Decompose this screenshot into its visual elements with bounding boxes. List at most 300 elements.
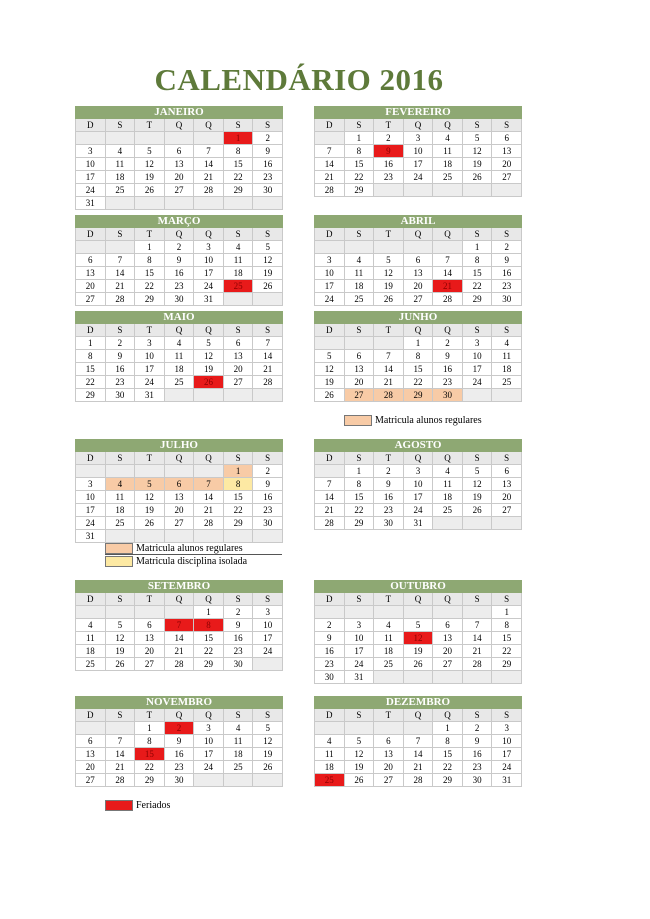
empty-cell bbox=[223, 197, 253, 210]
day-cell: 30 bbox=[253, 184, 283, 197]
day-cell: 20 bbox=[344, 376, 374, 389]
week-row bbox=[315, 171, 522, 184]
day-cell: 30 bbox=[164, 774, 194, 787]
day-cell: 3 bbox=[492, 722, 522, 735]
day-cell: 23 bbox=[315, 658, 345, 671]
month-february bbox=[314, 106, 522, 197]
weekday-label: S bbox=[105, 119, 135, 132]
day-cell: 6 bbox=[492, 465, 522, 478]
empty-cell bbox=[253, 293, 283, 306]
empty-cell bbox=[374, 671, 404, 684]
day-cell: 17 bbox=[135, 363, 165, 376]
day-cell: 2 bbox=[315, 619, 345, 632]
weekday-label: T bbox=[374, 228, 404, 241]
day-cell: 13 bbox=[492, 145, 522, 158]
weekday-label: Q bbox=[164, 228, 194, 241]
day-cell: 9 bbox=[253, 478, 283, 491]
day-cell: 25 bbox=[433, 504, 463, 517]
week-row bbox=[315, 632, 522, 645]
day-cell: 13 bbox=[344, 363, 374, 376]
day-cell: 3 bbox=[253, 606, 283, 619]
day-cell: 22 bbox=[135, 280, 165, 293]
day-cell: 26 bbox=[253, 761, 283, 774]
day-cell: 12 bbox=[344, 748, 374, 761]
weekday-label: S bbox=[253, 119, 283, 132]
weekday-label: T bbox=[135, 593, 165, 606]
week-row bbox=[315, 504, 522, 517]
day-cell: 13 bbox=[374, 748, 404, 761]
day-cell: 14 bbox=[403, 748, 433, 761]
weekday-label: T bbox=[374, 324, 404, 337]
empty-cell bbox=[76, 241, 106, 254]
day-cell: 4 bbox=[492, 337, 522, 350]
empty-cell bbox=[403, 722, 433, 735]
day-cell: 13 bbox=[76, 267, 106, 280]
week-row bbox=[315, 241, 522, 254]
day-cell: 26 bbox=[403, 658, 433, 671]
month-grid bbox=[75, 452, 283, 543]
day-cell: 11 bbox=[374, 632, 404, 645]
empty-cell bbox=[374, 337, 404, 350]
week-row bbox=[76, 197, 283, 210]
legend-label: Matricula alunos regulares bbox=[136, 542, 243, 554]
day-cell: 19 bbox=[253, 267, 283, 280]
week-row bbox=[76, 158, 283, 171]
empty-cell bbox=[164, 530, 194, 543]
weekday-label: D bbox=[315, 119, 345, 132]
weekday-label: S bbox=[492, 228, 522, 241]
weekday-label: S bbox=[344, 452, 374, 465]
day-cell: 5 bbox=[135, 478, 165, 491]
day-cell: 9 bbox=[223, 619, 253, 632]
weekday-label: S bbox=[462, 324, 492, 337]
day-cell: 24 bbox=[492, 761, 522, 774]
week-row bbox=[76, 735, 283, 748]
weekday-label: D bbox=[315, 593, 345, 606]
day-cell: 5 bbox=[105, 619, 135, 632]
day-cell: 25 bbox=[105, 184, 135, 197]
empty-cell bbox=[135, 197, 165, 210]
day-cell: 2 bbox=[253, 132, 283, 145]
day-cell: 14 bbox=[105, 267, 135, 280]
day-cell: 5 bbox=[315, 350, 345, 363]
weekday-label: S bbox=[344, 593, 374, 606]
day-cell: 8 bbox=[344, 478, 374, 491]
day-cell: 14 bbox=[433, 267, 463, 280]
day-cell: 10 bbox=[403, 478, 433, 491]
empty-cell bbox=[315, 465, 345, 478]
day-cell: 21 bbox=[105, 761, 135, 774]
weekday-label: S bbox=[105, 709, 135, 722]
day-cell: 5 bbox=[403, 619, 433, 632]
empty-cell bbox=[135, 132, 165, 145]
day-cell: 20 bbox=[76, 761, 106, 774]
day-cell: 13 bbox=[223, 350, 253, 363]
day-cell: 1 bbox=[223, 132, 253, 145]
day-cell: 25 bbox=[223, 761, 253, 774]
day-cell: 28 bbox=[164, 658, 194, 671]
day-cell: 14 bbox=[374, 363, 404, 376]
legend-row-regular bbox=[105, 542, 282, 555]
day-cell: 3 bbox=[344, 619, 374, 632]
day-cell: 4 bbox=[433, 465, 463, 478]
day-cell: 29 bbox=[433, 774, 463, 787]
day-cell: 3 bbox=[403, 465, 433, 478]
empty-cell bbox=[492, 671, 522, 684]
day-cell: 17 bbox=[253, 632, 283, 645]
week-row bbox=[76, 293, 283, 306]
day-cell: 16 bbox=[433, 363, 463, 376]
empty-cell bbox=[105, 241, 135, 254]
day-cell: 25 bbox=[76, 658, 106, 671]
day-cell: 8 bbox=[433, 735, 463, 748]
day-cell: 19 bbox=[135, 504, 165, 517]
empty-cell bbox=[194, 465, 224, 478]
day-cell: 13 bbox=[76, 748, 106, 761]
weekday-row bbox=[315, 119, 522, 132]
day-cell: 2 bbox=[105, 337, 135, 350]
week-row bbox=[76, 184, 283, 197]
day-cell: 15 bbox=[194, 632, 224, 645]
empty-cell bbox=[492, 184, 522, 197]
month-grid bbox=[75, 593, 283, 671]
day-cell: 29 bbox=[223, 184, 253, 197]
weekday-label: S bbox=[462, 709, 492, 722]
day-cell: 27 bbox=[403, 293, 433, 306]
day-cell: 26 bbox=[462, 171, 492, 184]
empty-cell bbox=[223, 389, 253, 402]
day-cell: 13 bbox=[135, 632, 165, 645]
day-cell: 22 bbox=[492, 645, 522, 658]
weekday-label: S bbox=[462, 119, 492, 132]
day-cell: 19 bbox=[253, 748, 283, 761]
day-cell: 10 bbox=[492, 735, 522, 748]
day-cell: 2 bbox=[492, 241, 522, 254]
day-cell: 20 bbox=[164, 504, 194, 517]
day-cell: 4 bbox=[105, 145, 135, 158]
day-cell: 21 bbox=[374, 376, 404, 389]
day-cell: 23 bbox=[433, 376, 463, 389]
day-cell: 31 bbox=[403, 517, 433, 530]
weekday-label: D bbox=[76, 228, 106, 241]
day-cell: 17 bbox=[492, 748, 522, 761]
week-row bbox=[76, 132, 283, 145]
week-row bbox=[315, 184, 522, 197]
day-cell: 8 bbox=[76, 350, 106, 363]
day-cell: 11 bbox=[164, 350, 194, 363]
day-cell: 18 bbox=[105, 171, 135, 184]
day-cell: 21 bbox=[433, 280, 463, 293]
month-grid bbox=[314, 709, 522, 787]
weekday-row bbox=[315, 593, 522, 606]
day-cell: 9 bbox=[164, 735, 194, 748]
empty-cell bbox=[223, 774, 253, 787]
week-row bbox=[76, 363, 283, 376]
weekday-label: S bbox=[105, 228, 135, 241]
day-cell: 1 bbox=[344, 132, 374, 145]
month-grid bbox=[75, 119, 283, 210]
month-name: SETEMBRO bbox=[75, 580, 283, 593]
day-cell: 11 bbox=[76, 632, 106, 645]
empty-cell bbox=[462, 517, 492, 530]
empty-cell bbox=[76, 606, 106, 619]
weekday-label: S bbox=[344, 709, 374, 722]
weekday-label: S bbox=[253, 593, 283, 606]
day-cell: 6 bbox=[492, 132, 522, 145]
empty-cell bbox=[315, 606, 345, 619]
empty-cell bbox=[253, 774, 283, 787]
weekday-label: S bbox=[492, 324, 522, 337]
day-cell: 23 bbox=[105, 376, 135, 389]
week-row bbox=[76, 145, 283, 158]
empty-cell bbox=[223, 530, 253, 543]
month-grid bbox=[75, 228, 283, 306]
month-april bbox=[314, 215, 522, 306]
empty-cell bbox=[194, 389, 224, 402]
day-cell: 19 bbox=[462, 158, 492, 171]
day-cell: 3 bbox=[194, 241, 224, 254]
day-cell: 27 bbox=[374, 774, 404, 787]
empty-cell bbox=[164, 465, 194, 478]
empty-cell bbox=[164, 132, 194, 145]
week-row bbox=[76, 376, 283, 389]
empty-cell bbox=[194, 197, 224, 210]
day-cell: 25 bbox=[492, 376, 522, 389]
empty-cell bbox=[374, 606, 404, 619]
week-row bbox=[76, 491, 283, 504]
day-cell: 9 bbox=[315, 632, 345, 645]
weekday-label: T bbox=[135, 452, 165, 465]
day-cell: 20 bbox=[433, 645, 463, 658]
empty-cell bbox=[223, 293, 253, 306]
day-cell: 29 bbox=[223, 517, 253, 530]
weekday-label: S bbox=[253, 709, 283, 722]
day-cell: 18 bbox=[492, 363, 522, 376]
weekday-label: Q bbox=[164, 593, 194, 606]
weekday-label: Q bbox=[164, 324, 194, 337]
day-cell: 30 bbox=[315, 671, 345, 684]
weekday-label: S bbox=[492, 119, 522, 132]
weekday-label: Q bbox=[433, 119, 463, 132]
weekday-label: S bbox=[344, 119, 374, 132]
weekday-label: Q bbox=[403, 324, 433, 337]
month-grid bbox=[314, 228, 522, 306]
day-cell: 18 bbox=[105, 504, 135, 517]
day-cell: 24 bbox=[76, 184, 106, 197]
day-cell: 20 bbox=[492, 491, 522, 504]
day-cell: 21 bbox=[315, 171, 345, 184]
weekday-label: S bbox=[253, 452, 283, 465]
weekday-label: D bbox=[76, 119, 106, 132]
month-name: JULHO bbox=[75, 439, 283, 452]
day-cell: 12 bbox=[253, 254, 283, 267]
day-cell: 8 bbox=[403, 350, 433, 363]
day-cell: 15 bbox=[492, 632, 522, 645]
day-cell: 31 bbox=[135, 389, 165, 402]
month-march bbox=[75, 215, 283, 306]
week-row bbox=[76, 280, 283, 293]
empty-cell bbox=[164, 389, 194, 402]
day-cell: 27 bbox=[492, 504, 522, 517]
legend-holidays bbox=[105, 799, 170, 811]
empty-cell bbox=[253, 530, 283, 543]
day-cell: 12 bbox=[135, 491, 165, 504]
legend-swatch-regular bbox=[344, 415, 372, 426]
legend-row-regular bbox=[344, 414, 482, 426]
month-december bbox=[314, 696, 522, 787]
weekday-label: Q bbox=[403, 452, 433, 465]
day-cell: 21 bbox=[403, 761, 433, 774]
day-cell: 12 bbox=[403, 632, 433, 645]
day-cell: 21 bbox=[164, 645, 194, 658]
day-cell: 26 bbox=[344, 774, 374, 787]
day-cell: 2 bbox=[462, 722, 492, 735]
weekday-label: T bbox=[374, 452, 404, 465]
day-cell: 6 bbox=[403, 254, 433, 267]
day-cell: 23 bbox=[164, 761, 194, 774]
empty-cell bbox=[194, 530, 224, 543]
day-cell: 22 bbox=[76, 376, 106, 389]
day-cell: 13 bbox=[433, 632, 463, 645]
weekday-label: Q bbox=[433, 709, 463, 722]
day-cell: 19 bbox=[194, 363, 224, 376]
day-cell: 12 bbox=[135, 158, 165, 171]
weekday-label: S bbox=[462, 593, 492, 606]
day-cell: 25 bbox=[433, 171, 463, 184]
day-cell: 1 bbox=[194, 606, 224, 619]
week-row bbox=[315, 145, 522, 158]
legend-row-isolated bbox=[105, 555, 282, 567]
day-cell: 10 bbox=[76, 491, 106, 504]
day-cell: 28 bbox=[253, 376, 283, 389]
day-cell: 16 bbox=[253, 158, 283, 171]
day-cell: 16 bbox=[374, 158, 404, 171]
month-name: NOVEMBRO bbox=[75, 696, 283, 709]
day-cell: 29 bbox=[135, 293, 165, 306]
weekday-row bbox=[315, 228, 522, 241]
day-cell: 27 bbox=[344, 389, 374, 402]
week-row bbox=[315, 389, 522, 402]
day-cell: 30 bbox=[462, 774, 492, 787]
day-cell: 3 bbox=[194, 722, 224, 735]
day-cell: 29 bbox=[194, 658, 224, 671]
day-cell: 22 bbox=[223, 504, 253, 517]
legend-label: Matricula disciplina isolada bbox=[136, 555, 248, 567]
empty-cell bbox=[76, 465, 106, 478]
day-cell: 14 bbox=[194, 158, 224, 171]
day-cell: 18 bbox=[315, 761, 345, 774]
month-name: MAIO bbox=[75, 311, 283, 324]
day-cell: 7 bbox=[315, 145, 345, 158]
day-cell: 24 bbox=[194, 280, 224, 293]
day-cell: 19 bbox=[462, 491, 492, 504]
day-cell: 29 bbox=[403, 389, 433, 402]
day-cell: 27 bbox=[492, 171, 522, 184]
legend-swatch-isolated bbox=[105, 556, 133, 567]
day-cell: 4 bbox=[344, 254, 374, 267]
day-cell: 14 bbox=[194, 491, 224, 504]
empty-cell bbox=[433, 184, 463, 197]
day-cell: 18 bbox=[344, 280, 374, 293]
week-row bbox=[76, 465, 283, 478]
empty-cell bbox=[253, 197, 283, 210]
empty-cell bbox=[433, 517, 463, 530]
page-title: CALENDÁRIO 2016 bbox=[154, 62, 444, 97]
week-row bbox=[76, 171, 283, 184]
day-cell: 4 bbox=[223, 722, 253, 735]
day-cell: 28 bbox=[105, 774, 135, 787]
weekday-label: T bbox=[135, 228, 165, 241]
day-cell: 9 bbox=[374, 145, 404, 158]
weekday-label: S bbox=[492, 452, 522, 465]
day-cell: 13 bbox=[492, 478, 522, 491]
day-cell: 21 bbox=[315, 504, 345, 517]
day-cell: 4 bbox=[105, 478, 135, 491]
month-grid bbox=[314, 324, 522, 402]
day-cell: 5 bbox=[374, 254, 404, 267]
empty-cell bbox=[164, 197, 194, 210]
empty-cell bbox=[344, 337, 374, 350]
day-cell: 3 bbox=[315, 254, 345, 267]
day-cell: 18 bbox=[374, 645, 404, 658]
day-cell: 3 bbox=[76, 145, 106, 158]
week-row bbox=[315, 645, 522, 658]
weekday-label: T bbox=[374, 709, 404, 722]
day-cell: 20 bbox=[135, 645, 165, 658]
day-cell: 2 bbox=[374, 465, 404, 478]
day-cell: 14 bbox=[164, 632, 194, 645]
week-row bbox=[315, 293, 522, 306]
day-cell: 24 bbox=[194, 761, 224, 774]
day-cell: 5 bbox=[344, 735, 374, 748]
day-cell: 20 bbox=[164, 171, 194, 184]
week-row bbox=[76, 632, 283, 645]
day-cell: 11 bbox=[315, 748, 345, 761]
weekday-label: S bbox=[253, 324, 283, 337]
day-cell: 7 bbox=[194, 145, 224, 158]
day-cell: 18 bbox=[76, 645, 106, 658]
day-cell: 2 bbox=[164, 722, 194, 735]
day-cell: 26 bbox=[253, 280, 283, 293]
weekday-label: S bbox=[223, 119, 253, 132]
day-cell: 31 bbox=[344, 671, 374, 684]
week-row bbox=[315, 491, 522, 504]
day-cell: 25 bbox=[105, 517, 135, 530]
day-cell: 22 bbox=[194, 645, 224, 658]
day-cell: 6 bbox=[374, 735, 404, 748]
day-cell: 17 bbox=[76, 171, 106, 184]
day-cell: 26 bbox=[135, 517, 165, 530]
day-cell: 11 bbox=[433, 478, 463, 491]
empty-cell bbox=[76, 132, 106, 145]
weekday-label: S bbox=[492, 709, 522, 722]
day-cell: 11 bbox=[433, 145, 463, 158]
day-cell: 7 bbox=[433, 254, 463, 267]
week-row bbox=[315, 478, 522, 491]
empty-cell bbox=[135, 606, 165, 619]
day-cell: 22 bbox=[403, 376, 433, 389]
weekday-label: Q bbox=[403, 593, 433, 606]
week-row bbox=[76, 645, 283, 658]
weekday-row bbox=[76, 452, 283, 465]
week-row bbox=[315, 376, 522, 389]
weekday-label: S bbox=[223, 709, 253, 722]
weekday-label: Q bbox=[164, 119, 194, 132]
day-cell: 11 bbox=[344, 267, 374, 280]
week-row bbox=[315, 267, 522, 280]
day-cell: 22 bbox=[344, 504, 374, 517]
day-cell: 21 bbox=[194, 504, 224, 517]
